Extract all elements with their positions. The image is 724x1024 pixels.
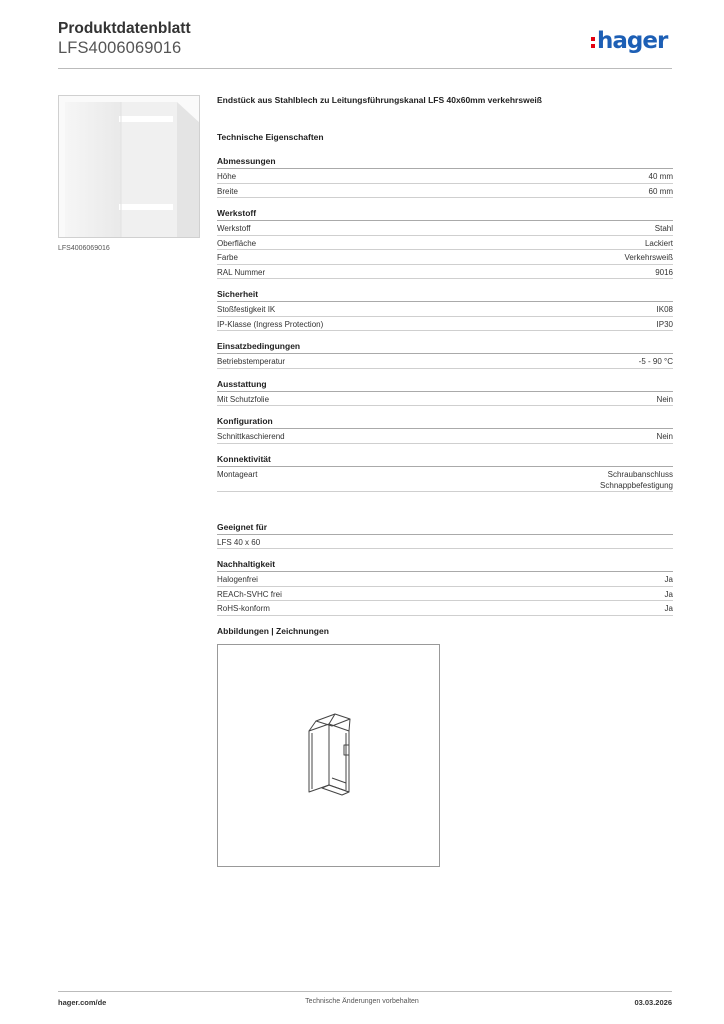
property-row [217, 184, 673, 199]
property-row [217, 221, 673, 236]
section-title: Konnektivität [217, 454, 673, 467]
end-piece-drawing-icon [218, 645, 439, 866]
property-value: 40 mm [648, 172, 673, 181]
property-value: IP30 [656, 319, 673, 329]
property-value: Ja [664, 589, 673, 599]
property-section [217, 289, 673, 331]
property-label: Werkstoff [217, 224, 251, 233]
property-value: 60 mm [648, 186, 673, 196]
property-label: Halogenfrei [217, 575, 258, 584]
property-label: Farbe [217, 253, 238, 262]
property-sections-secondary [217, 522, 673, 616]
property-value: Ja [664, 575, 673, 584]
property-row [217, 467, 673, 492]
figures-heading: Abbildungen | Zeichnungen [217, 625, 329, 636]
section-title: Konfiguration [217, 416, 673, 429]
property-section [217, 559, 673, 616]
property-row [217, 429, 673, 444]
property-row [217, 572, 673, 587]
property-row [217, 317, 673, 332]
property-section [217, 341, 673, 369]
footer-disclaimer: Technische Änderungen vorbehalten [305, 998, 419, 1005]
property-label: Höhe [217, 172, 237, 181]
property-value: Nein [656, 394, 673, 404]
property-section [217, 208, 673, 279]
section-title: Sicherheit [217, 289, 673, 302]
property-row [217, 392, 673, 407]
article-number: LFS4006069016 [58, 39, 182, 57]
section-title: Einsatzbedingungen [217, 341, 673, 354]
product-thumbnail[interactable] [58, 95, 200, 238]
property-label: Oberfläche [217, 238, 257, 248]
property-value: 9016 [655, 267, 673, 277]
property-label: Schnittkaschierend [217, 432, 285, 441]
header-divider [58, 68, 672, 69]
end-piece-photo-icon [59, 96, 200, 238]
property-row [217, 601, 673, 616]
logo-dots-icon [591, 37, 595, 48]
property-label: IP-Klasse (Ingress Protection) [217, 319, 324, 329]
property-label: Breite [217, 186, 238, 196]
property-label: Montageart [217, 469, 258, 479]
main-content [217, 95, 673, 867]
property-row [217, 302, 673, 317]
section-title: Nachhaltigkeit [217, 559, 673, 572]
footer-date: 03.03.2026 [634, 998, 672, 1007]
footer-website-link[interactable]: hager.com/de [58, 998, 107, 1007]
property-value: Lackiert [644, 238, 673, 248]
property-label: RoHS-konform [217, 604, 270, 613]
section-title: Werkstoff [217, 208, 673, 221]
hager-logo[interactable] [591, 28, 667, 54]
property-label: Mit Schutzfolie [217, 394, 270, 404]
property-row [217, 354, 673, 369]
product-title: Endstück aus Stahlblech zu Leitungsführungskanal LFS 40x60mm verkehrsweiß [217, 95, 542, 105]
property-label: REACh-SVHC frei [217, 589, 282, 599]
property-section [217, 416, 673, 444]
property-label: LFS 40 x 60 [217, 537, 261, 547]
property-row [217, 265, 673, 280]
property-row [217, 535, 673, 550]
section-title: Geeignet für [217, 522, 673, 535]
property-value: IK08 [656, 305, 673, 314]
property-section [217, 522, 673, 550]
section-title: Ausstattung [217, 379, 673, 392]
page-title: Produktdatenblatt [58, 20, 191, 37]
property-section [217, 156, 673, 198]
property-row [217, 587, 673, 602]
property-value: Verkehrsweiß [624, 253, 673, 262]
footer-divider [58, 991, 672, 992]
property-value: Nein [656, 432, 673, 441]
property-label: Stoßfestigkeit IK [217, 305, 276, 314]
section-title: Abmessungen [217, 156, 673, 169]
logo-text: hager [597, 28, 668, 54]
drawing-frame[interactable] [217, 644, 440, 867]
property-section [217, 379, 673, 407]
property-row [217, 169, 673, 184]
technical-heading: Technische Eigenschaften [217, 132, 324, 142]
property-label: Betriebstemperatur [217, 357, 286, 366]
property-value: -5 - 90 °C [638, 357, 673, 366]
property-value: Schraubanschluss Schnappbefestigung [600, 469, 673, 490]
property-value: Stahl [654, 224, 673, 233]
property-label: RAL Nummer [217, 267, 266, 277]
property-row [217, 250, 673, 265]
property-value: Ja [664, 604, 673, 613]
property-section [217, 454, 673, 492]
property-row [217, 236, 673, 251]
thumbnail-caption: LFS4006069016 [58, 245, 110, 252]
property-sections [217, 156, 673, 492]
